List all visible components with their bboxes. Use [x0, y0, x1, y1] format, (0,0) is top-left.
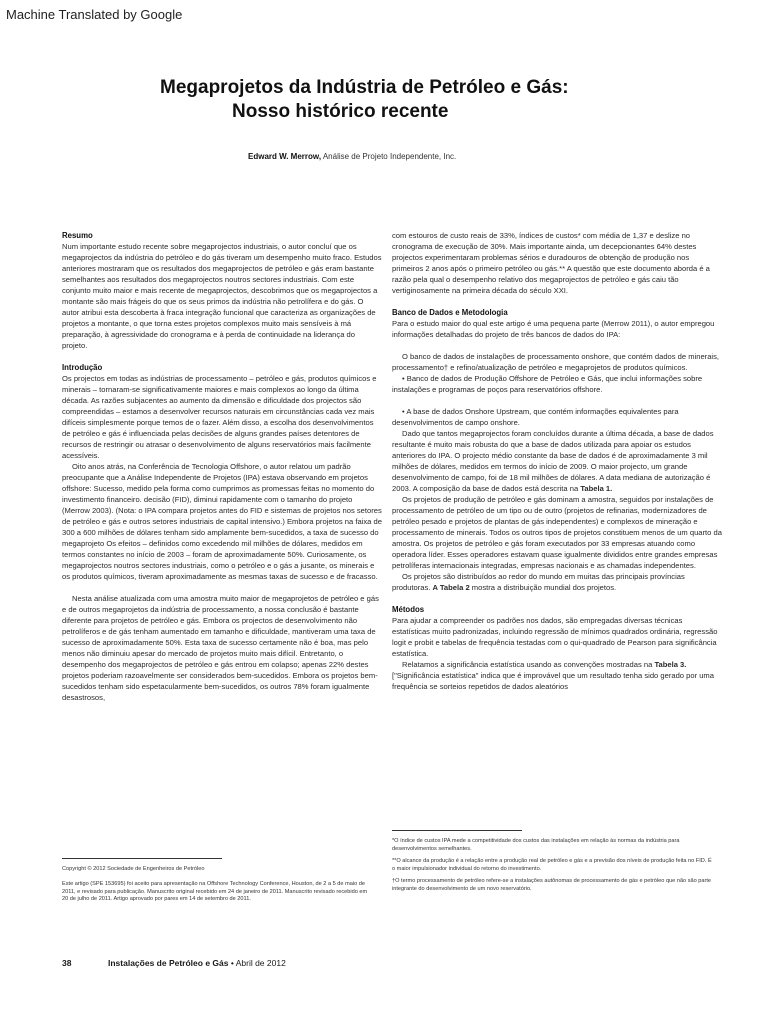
database-paragraph-4-tail: mostra a distribuição mundial dos projetos.: [469, 583, 617, 592]
machine-translation-banner: Machine Translated by Google: [6, 7, 183, 22]
methods-paragraph-2-text: Relatamos a significância estatística usando as convenções mostradas na: [402, 660, 653, 669]
right-column: [392, 230, 722, 692]
methods-paragraph-2: [392, 659, 722, 692]
byline: [248, 152, 456, 161]
table-1-reference: Tabela 1.: [580, 484, 613, 493]
database-heading: Banco de Dados e Metodologia: [392, 308, 508, 317]
author-name: Edward W. Merrow,: [248, 152, 322, 161]
database-bullet-2: • Banco de dados de Produção Offshore de Petróleo e Gás, que inclui informações sobre instalações e programas de poços para reservatórios offshore.: [392, 374, 703, 394]
intro-paragraph-2: Oito anos atrás, na Conferência de Tecnologia Offshore, o autor relatou um padrão preocupante que a Análise Independente de Projetos (IPA) estava observando em projetos offshore: Sucesso, medido pela forma como cumprimos as promessas feitas no momento do investimento financeiro. decisão (FID), diminui rapidamente com o tamanho do projeto (Merrow 2003). (Nota: o IPA compara projetos antes do FID e sistemas de projetos nos setores de petróleo e gás e outros setores industriais de capital intensivo.) Embora projetos na faixa de 300 a 600 milhões de dólares tenham sido amplamente bem-sucedidos, a taxa de sucesso do megaprojeto Os efeitos – definidos como excedendo mil milhões de dólares, medidos em termos constantes no início de 2003 – foram de aproximadamente 50%. Curiosamente, os megaprojectos noutros sectores industriais, como o petróleo e o gás a jusante, os minerais e os produtos químicos, tiveram aproximadamente as mesmas taxas de sucesso e de fracasso.: [62, 462, 382, 581]
database-paragraph-4-text: Os projetos são distribuídos ao redor do mundo em muitas das principais províncias produtoras.: [392, 572, 685, 592]
publication-footer: [108, 958, 286, 968]
abstract-text: Num importante estudo recente sobre megaprojectos industriais, o autor concluí que os megaprojectos da indústria do petróleo e do gás tiveram um desempenho muito fraco. Estudos anteriores mostraram que os resultados dos megaprojectos de petróleo e gás eram bastante semelhantes aos resultados dos megaprojectos noutros sectores industriais. Com este conjunto muito maior e mais recente de megaprojectos, descobrimos que os megaprojectos a montante são mais frágeis do que os seus primos da indústria não petrolífera e do gás. O autor atribui esta descoberta à fraca integração funcional que caracteriza as organizações de projetos a montante, o que torna estes projetos complexos muito mais sensíveis à má preparação, à agressividade do cronograma e à perda de continuidade na liderança do projeto.: [62, 242, 382, 350]
intro-paragraph-3: Nesta análise atualizada com uma amostra muito maior de megaprojetos de petróleo e gás e de outros megaprojetos da indústria de processamento, a nossa conclusão é bastante diferente para projetos de petróleo e gás. Embora os projectos de desenvolvimento não petrolíferos e de gás tenham aumentado em tamanho e dificuldade, mantiveram uma taxa de sucesso de aproximadamente 50%. Esta taxa de sucesso certamente não é boa, mas pelo menos não diminuiu apesar do mercado de projetos muito mais difícil. Entretanto, o desempenho dos megaprojectos de petróleo e gás entrou em colapso; apenas 22% destes projetos poderiam razoavelmente ser considerados bem-sucedidos. Embora os projetos bem-sucedidos tenham sido espetacularmente bem-sucedidos, os outros 78% foram igualmente desastrosos,: [62, 594, 379, 702]
intro-heading: Introdução: [62, 363, 103, 372]
left-column: [62, 230, 382, 703]
footnote-rule-left: [62, 858, 222, 859]
table-2-reference: A Tabela 2: [432, 583, 470, 592]
methods-paragraph-1: Para ajudar a compreender os padrões nos dados, são empregadas diversas técnicas estatísticas muito padronizadas, incluindo regressão de mínimos quadrados ordinária, regressão logit e probit e tabelas de frequência testadas com o qui-quadrado de Pearson para significância estatística.: [392, 616, 718, 658]
table-3-reference: Tabela 3.: [654, 660, 687, 669]
article-title: [160, 76, 569, 124]
database-paragraph-2: [392, 428, 722, 494]
footnote-rule-right: [392, 830, 522, 831]
title-line-2: Nosso histórico recente: [232, 101, 449, 122]
footnote-production: **O alcance da produção é a relação entre a produção real de petróleo e gás e a previsão dos níveis de produção feita no FID. É o maior impulsionador individual do retorno do investimento.: [392, 858, 712, 872]
footnote-cost-index: *O índice de custos IPA mede a competitividade dos custos das instalações em relação às normas da indústria para desenvolvimentos semelhantes.: [392, 838, 680, 852]
database-bullet-3: • A base de dados Onshore Upstream, que contém informações equivalentes para desenvolvimentos de campo onshore.: [392, 407, 679, 427]
database-paragraph-3: Os projetos de produção de petróleo e gás dominam a amostra, seguidos por instalações de processamento de petróleo de um tipo ou de outro (projetos de refinarias, modernizadores de petróleo pesado e projetos de plantas de gás independentes) e complexos de mineração e processamento de minerais. Todos os outros tipos de projetos constituem menos de um quarto da amostra. Os projetos de petróleo e gás foram executados por 33 empresas atuando como operadora líder. Esses operadores estavam quase igualmente divididos entre grandes empresas petrolíferas internacionais integradas, empresas nacionais e as chamadas independentes.: [392, 495, 722, 570]
page-number: 38: [62, 958, 72, 968]
publication-date: • Abril de 2012: [228, 958, 286, 968]
database-paragraph-1: Para o estudo maior do qual este artigo é uma pequena parte (Merrow 2011), o autor empregou informações detalhadas do projeto de três bancos de dados do IPA:: [392, 319, 715, 339]
author-affiliation: Análise de Projeto Independente, Inc.: [321, 152, 457, 161]
methods-heading: Métodos: [392, 605, 425, 614]
database-paragraph-4: [392, 571, 722, 593]
abstract-heading: Resumo: [62, 231, 93, 240]
title-line-1: Megaprojetos da Indústria de Petróleo e Gás:: [160, 77, 569, 98]
database-paragraph-2-text: Dado que tantos megaprojectos foram concluídos durante a última década, a base de dados resultante é muito mais robusta do que a base de dados utilizada para apoiar os estudos anteriores do IPA. O projecto médio constante da base de dados é de aproximadamente 3 mil milhões de dólares, medidos em termos do início de 2009. O maior projecto, um grande desenvolvimento de campo, foi de 18 mil milhões de dólares. A data mediana de autorização é 2003. A composição da base de dados está descrita na: [392, 429, 714, 493]
intro-paragraph-1: Os projectos em todas as indústrias de processamento – petróleo e gás, produtos químicos e minerais – tornaram-se significativamente maiores e mais complexos ao longo da última década. As razões subjacentes ao aumento da dimensão e dificuldade dos projectos são compreendidas – estamos a desenvolver recursos naturais em circunstâncias cada vez mais difíceis simplesmente porque temos de o fazer. Além disso, a escolha dos desenvolvimentos de petróleo e gás é influenciada pelas decisões de alguns grandes países detentores de recursos de restringir ou atrasar o desenvolvimento de alguns reservatórios mais facilmente acessíveis.: [62, 374, 377, 460]
submission-note: Este artigo (SPE 153695) foi aceito para apresentação na Offshore Technology Conference, Houston, de 2 a 5 de maio de 2011, e revisado para publicação. Manuscrito original recebido em 24 de janeiro de 2011. Manuscrito revisado recebido em 20 de julho de 2011. Artigo aprovado por pares em 14 de setembro de 2011.: [62, 881, 368, 902]
methods-paragraph-2-tail: ["Significância estatística" indica que é improvável que um resultado tenha sido gerado por uma frequência se sorteios repetidos de dados aleatórios: [392, 671, 714, 691]
database-bullet-1: O banco de dados de instalações de processamento onshore, que contém dados de minerais, processamento† e refino/atualização de petróleo e megaprojetos de produtos químicos.: [392, 352, 720, 372]
publication-name: Instalações de Petróleo e Gás: [108, 958, 229, 968]
footnote-processing: †O termo processamento de petróleo refere-se a instalações autônomas de processamento de gás e petróleo que não são parte integrante do desenvolvimento de um novo reservatório.: [392, 878, 712, 892]
copyright-note: Copyright © 2012 Sociedade de Engenheiros de Petróleo: [62, 866, 205, 872]
continued-paragraph: com estouros de custo reais de 33%, índices de custos* com média de 1,37 e deslize no cronograma de execução de 30%. Mais importante ainda, um decepcionantes 64% destes projectos experimentaram problemas sérios e duradouros de obtenção de produção nos primeiros 2 anos após o primeiro petróleo ou gás.** A questão que este documento aborda é a razão pela qual o desempenho relativo dos megaprojectos de petróleo e gás caiu tão vertiginosamente na primeira década do século XXI.: [392, 231, 710, 295]
